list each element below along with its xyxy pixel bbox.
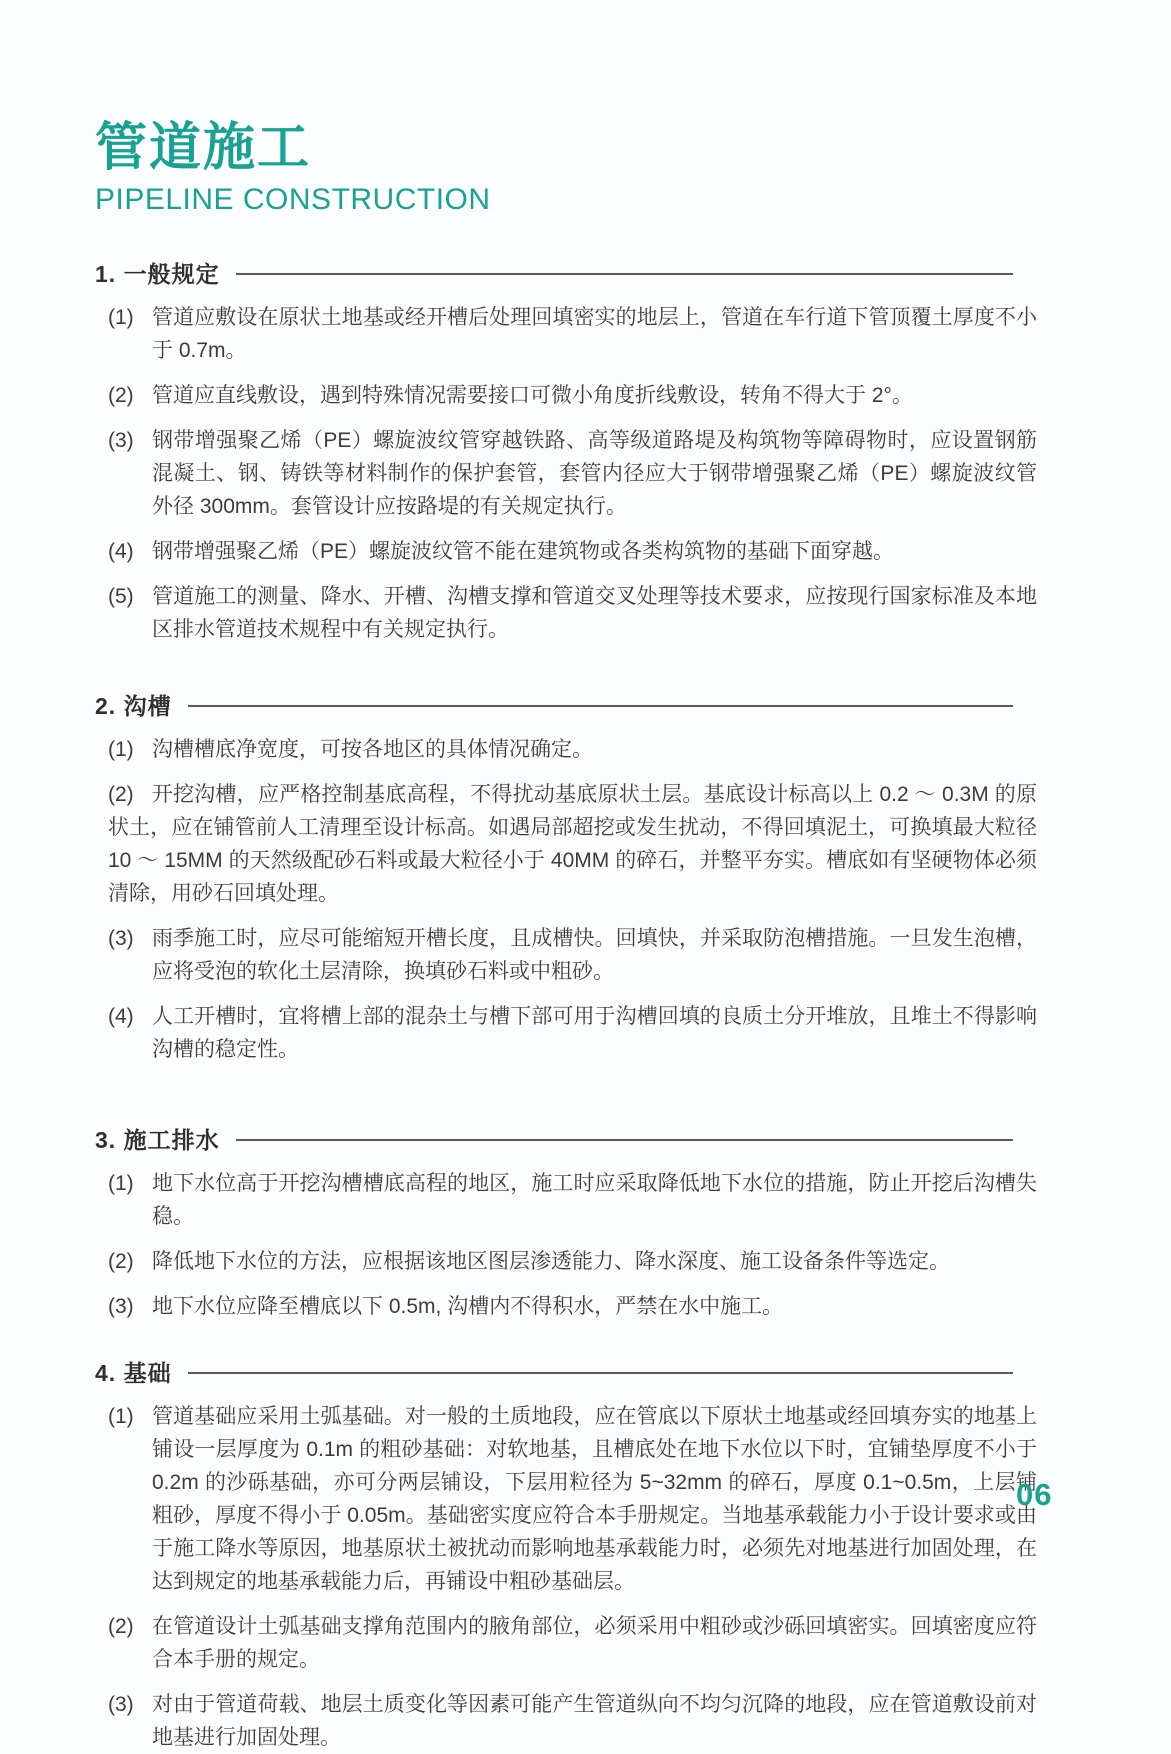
list-item [108,733,1037,766]
item-number: (2) [108,782,134,806]
item-text: 管道应敷设在原状土地基或经开槽后处理回填密实的地层上，管道在车行道下管顶覆土厚度不小于 0.7m。 [152,305,1037,362]
item-text: 钢带增强聚乙烯（PE）螺旋波纹管穿越铁路、高等级道路堤及构筑物等障碍物时，应设置钢筋混凝土、钢、铸铁等材料制作的保护套管，套管内径应大于钢带增强聚乙烯（PE）螺旋波纹管外径 300mm。套管设计应按路堤的有关规定执行。 [152,428,1037,518]
list-item [108,1290,1037,1323]
item-number: (2) [108,1614,134,1638]
item-text: 人工开槽时，宜将槽上部的混杂土与槽下部可用于沟槽回填的良质土分开堆放，且堆土不得影响沟槽的稳定性。 [152,1004,1037,1061]
item-text: 雨季施工时，应尽可能缩短开槽长度，且成槽快。回填快，并采取防泡槽措施。一旦发生泡槽，应将受泡的软化土层清除，换填砂石料或中粗砂。 [152,926,1037,983]
list-item [108,424,1037,523]
section-header [95,256,1037,289]
list-item [108,1688,1037,1754]
item-number: (1) [108,737,134,761]
list-item [108,580,1037,646]
section-rule-line [188,1372,1013,1374]
section-header [95,1355,1037,1388]
item-text: 在管道设计土弧基础支撑角范围内的腋角部位，必须采用中粗砂或沙砾回填密实。回填密度应符合本手册的规定。 [152,1614,1037,1671]
item-text: 管道施工的测量、降水、开槽、沟槽支撑和管道交叉处理等技术要求，应按现行国家标准及本地区排水管道技术规程中有关规定执行。 [152,584,1037,641]
list-item [108,922,1037,988]
section-items [95,733,1037,1066]
item-text: 钢带增强聚乙烯（PE）螺旋波纹管不能在建筑物或各类构筑物的基础下面穿越。 [152,539,895,563]
item-text: 地下水位高于开挖沟槽槽底高程的地区，施工时应采取降低地下水位的措施，防止开挖后沟槽失稳。 [152,1171,1037,1228]
section-items [95,1400,1037,1754]
item-text: 管道应直线敷设，遇到特殊情况需要接口可微小角度折线敷设，转角不得大于 2°。 [152,383,913,407]
list-item [108,778,1037,910]
item-number: (2) [108,1249,134,1273]
section-heading: 2. 沟槽 [95,692,172,719]
section [95,256,1037,646]
list-item [108,379,1037,412]
section [95,1122,1037,1323]
title-block [95,119,1037,217]
section-rule-line [236,273,1013,275]
section-heading: 4. 基础 [95,1359,172,1386]
item-number: (3) [108,1294,134,1318]
item-text: 沟槽槽底净宽度，可按各地区的具体情况确定。 [152,737,593,761]
item-number: (4) [108,539,134,563]
section-header [95,688,1037,721]
section-rule-line [236,1139,1013,1141]
item-number: (3) [108,1692,134,1716]
section-header [95,1122,1037,1155]
page-title: 管道施工 [95,119,312,177]
section-heading: 1. 一般规定 [95,260,220,287]
list-item [108,1610,1037,1676]
list-item [108,1400,1037,1598]
item-number: (3) [108,428,134,452]
item-number: (1) [108,1404,134,1428]
item-number: (1) [108,1171,134,1195]
item-text: 降低地下水位的方法，应根据该地区图层渗透能力、降水深度、施工设备条件等选定。 [152,1249,950,1273]
item-text: 开挖沟槽，应严格控制基底高程，不得扰动基底原状土层。基底设计标高以上 0.2 ～ 0.3M 的原状土，应在铺管前人工清理至设计标高。如遇局部超挖或发生扰动，不得回填泥土，可换填最大粒径 10 ～ 15MM 的天然级配砂石料或最大粒径小于 40MM 的碎石，并整平夯实。槽底如有坚硬物体必须清除，用砂石回填处理。 [108,782,1037,905]
section [95,1355,1037,1754]
item-number: (4) [108,1004,134,1028]
section-items [95,301,1037,646]
list-item [108,535,1037,568]
section-heading: 3. 施工排水 [95,1126,220,1153]
page-subtitle: PIPELINE CONSTRUCTION [95,183,491,217]
item-text: 地下水位应降至槽底以下 0.5m, 沟槽内不得积水，严禁在水中施工。 [152,1294,784,1318]
section-items [95,1167,1037,1323]
list-item [108,301,1037,367]
sections-container [95,256,1037,1754]
list-item [108,1000,1037,1066]
section [95,688,1037,1066]
item-text: 管道基础应采用土弧基础。对一般的土质地段，应在管底以下原状土地基或经回填夯实的地基上铺设一层厚度为 0.1m 的粗砂基础：对软地基，且槽底处在地下水位以下时，宜铺垫厚度不小于 0.2m 的沙砾基础，亦可分两层铺设，下层用粒径为 5~32mm 的碎石，厚度 0.1~0.5m，上层铺粗砂，厚度不得小于 0.05m。基础密实度应符合本手册规定。当地基承载能力小于设计要求或由于施工降水等原因，地基原状土被扰动而影响地基承载能力时，必须先对地基进行加固处理，在达到规定的地基承载能力后，再铺设中粗砂基础层。 [152,1404,1037,1593]
list-item [108,1245,1037,1278]
item-number: (2) [108,383,134,407]
item-number: (3) [108,926,134,950]
item-text: 对由于管道荷载、地层土质变化等因素可能产生管道纵向不均匀沉降的地段，应在管道敷设前对地基进行加固处理。 [152,1692,1037,1749]
item-number: (1) [108,305,134,329]
page-number: 06 [1016,1477,1053,1512]
section-rule-line [188,705,1013,707]
item-number: (5) [108,584,134,608]
list-item [108,1167,1037,1233]
